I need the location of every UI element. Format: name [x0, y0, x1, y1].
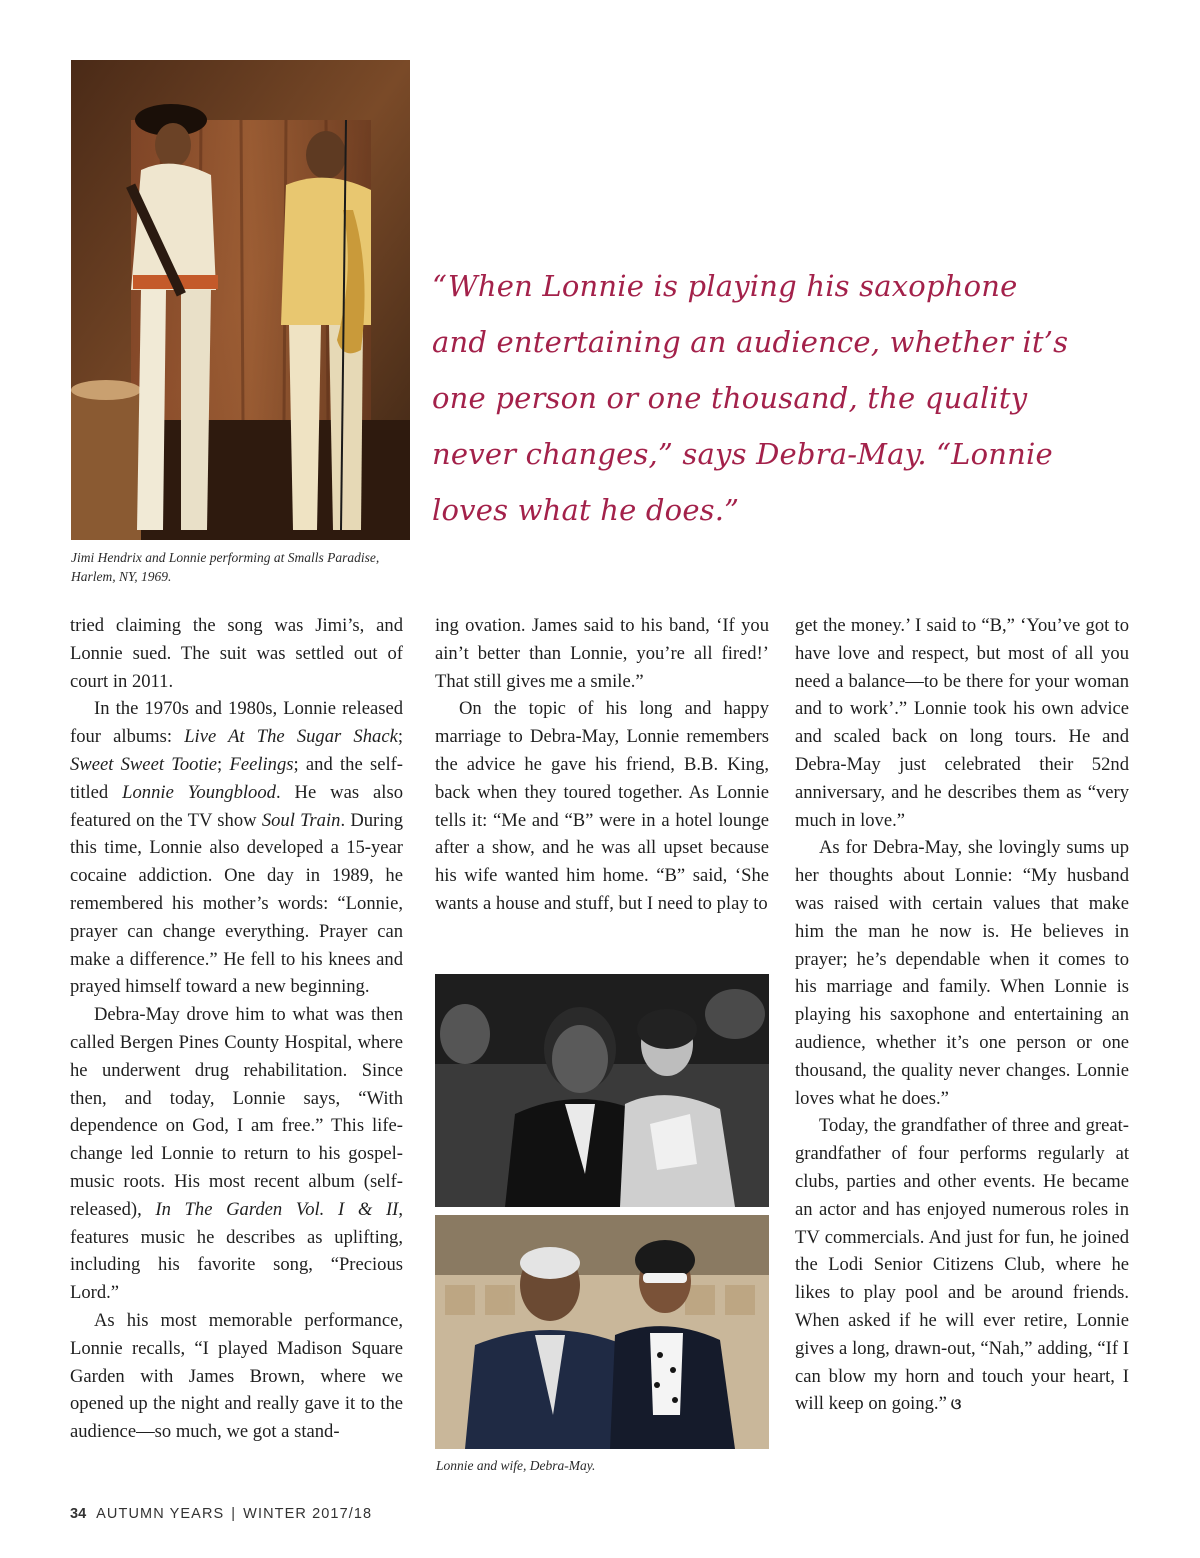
- article-column-1: [70, 612, 403, 1446]
- paragraph: On the topic of his long and happy marriage to Debra-May, Lonnie remembers the advice he gave his friend, B.B. King, back when they toured together. As Lonnie tells it: “Me and “B” were in a hotel lounge after a show, and he was all upset because his wife wanted him home. “B” said, ‘She wants a house and stuff, but I need to play to: [435, 698, 769, 914]
- article-column-2: [435, 612, 769, 918]
- page-number: 34: [70, 1506, 87, 1522]
- couple-recent-photo: [435, 1215, 769, 1449]
- paragraph: ing ovation. James said to his band, ‘If you ain’t better than Lonnie, you’re all fired!’ That still gives me a smile.”: [435, 615, 769, 692]
- hendrix-photo-caption: Jimi Hendrix and Lonnie performing at Smalls Paradise, Harlem, NY, 1969.: [71, 550, 380, 584]
- pull-quote: “When Lonnie is playing his saxophone and entertaining an audience, whether it’s one person or one thousand, the quality never changes,” says Debra-May. “Lonnie loves what he does.”: [432, 269, 1069, 527]
- paragraph: As his most memorable performance, Lonnie recalls, “I played Madison Square Garden with James Brown, where we opened up the night and really gave it to the audience—so much, we got a stand-: [70, 1309, 403, 1443]
- end-of-article-icon: ଓ: [950, 1397, 962, 1414]
- footer-separator: |: [231, 1506, 237, 1522]
- paragraph: get the money.’ I said to “B,” ‘You’ve got to have love and respect, but most of all you need a balance—to be there for your woman and to work’.” Lonnie took his own advice and scaled back on long tours. He and Debra-May just celebrated their 52nd anniversary, and he describes them as “very much in love.”: [795, 615, 1129, 831]
- article-column-3: [795, 612, 1129, 1420]
- couple-vintage-photo: [435, 974, 769, 1207]
- couple-photo-caption: Lonnie and wife, Debra-May.: [436, 1458, 596, 1473]
- paragraph: tried claiming the song was Jimi’s, and Lonnie sued. The suit was settled out of court in 2011.: [70, 615, 403, 692]
- page-footer: [70, 1506, 372, 1522]
- paragraph: In the 1970s and 1980s, Lonnie released four albums: Live At The Sugar Shack; Sweet Sweet Tootie; Feelings; and the self-titled Lonnie Youngblood. He was also featured on the TV show Soul Train. During this time, Lonnie also developed a 15-year cocaine addiction. One day in 1989, he remembered his mother’s words: “Lonnie, prayer can change everything. Prayer can make a difference.” He fell to his knees and prayed himself toward a new beginning.: [70, 698, 404, 998]
- publication-name: AUTUMN YEARS: [96, 1506, 225, 1522]
- issue-label: WINTER 2017/18: [243, 1506, 373, 1522]
- paragraph: As for Debra-May, she lovingly sums up her thoughts about Lonnie: “My husband was raised with certain values that make him the man he now is. He believes in prayer; he’s dependable when it comes to his marriage and family. When Lonnie is playing his saxophone and entertaining an audience, whether it’s one person or one thousand, the quality never changes. Lonnie loves what he does.”: [795, 837, 1129, 1109]
- paragraph: Debra-May drove him to what was then called Bergen Pines County Hospital, where he underwent drug rehabilitation. Since then, and today, Lonnie says, “With dependence on God, I am free.” This life-change led Lonnie to return to his gospel-music roots. His most recent album (self-released), In The Garden Vol. I & II, features music he describes as uplifting, including his favorite song, “Precious Lord.”: [70, 1004, 403, 1304]
- hendrix-lonnie-photo: [71, 60, 410, 540]
- paragraph: Today, the grandfather of three and great-grandfather of four performs regularly at clubs, parties and other events. He became an actor and has enjoyed numerous roles in TV commercials. And just for fun, he joined the Lodi Senior Citizens Club, where he likes to play pool and be around friends. When asked if he will ever retire, Lonnie gives a long, drawn-out, “Nah,” adding, “If I can blow my horn and touch your heart, I will keep on going.” ଓ: [795, 1115, 1129, 1415]
